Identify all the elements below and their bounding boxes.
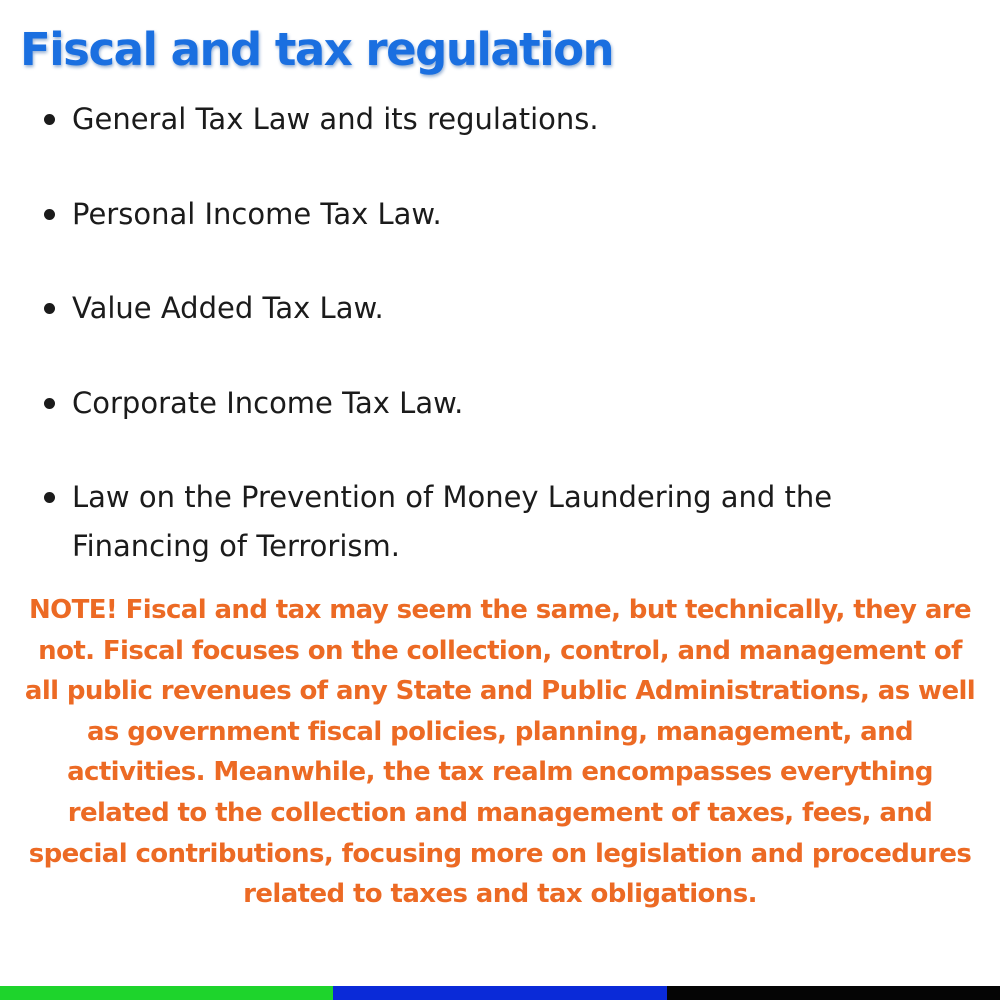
list-item-text: Corporate Income Tax Law.: [72, 386, 464, 420]
footer-bar-blue: [333, 986, 666, 1000]
footer-bar-black: [667, 986, 1000, 1000]
list-item: [72, 284, 932, 333]
list-item: [72, 379, 932, 428]
list-item: [72, 473, 932, 571]
bullet-dot-icon: [44, 114, 55, 125]
list-item: [72, 95, 932, 144]
list-item-text: Law on the Prevention of Money Laundering and the Financing of Terrorism.: [72, 480, 833, 563]
bullet-dot-icon: [44, 303, 55, 314]
list-item: [72, 190, 932, 239]
bullet-dot-icon: [44, 398, 55, 409]
bullet-dot-icon: [44, 492, 55, 503]
footer-color-bar: [0, 986, 1000, 1000]
bullet-dot-icon: [44, 209, 55, 220]
footer-bar-green: [0, 986, 333, 1000]
list-item-text: General Tax Law and its regulations.: [72, 102, 599, 136]
list-item-text: Value Added Tax Law.: [72, 291, 384, 325]
list-item-text: Personal Income Tax Law.: [72, 197, 442, 231]
note-paragraph: NOTE! Fiscal and tax may seem the same, but technically, they are not. Fiscal focuses on the collection, control, and management of all public revenues of any State and Public Administrations, as well as government fiscal policies, planning, management, and activities. Meanwhile, the tax realm encompasses everything related to the collection and management of taxes, fees, and special contributions, focusing more on legislation and procedures related to taxes and tax obligations.: [24, 595, 976, 910]
page-title: Fiscal and tax regulation: [20, 23, 614, 76]
